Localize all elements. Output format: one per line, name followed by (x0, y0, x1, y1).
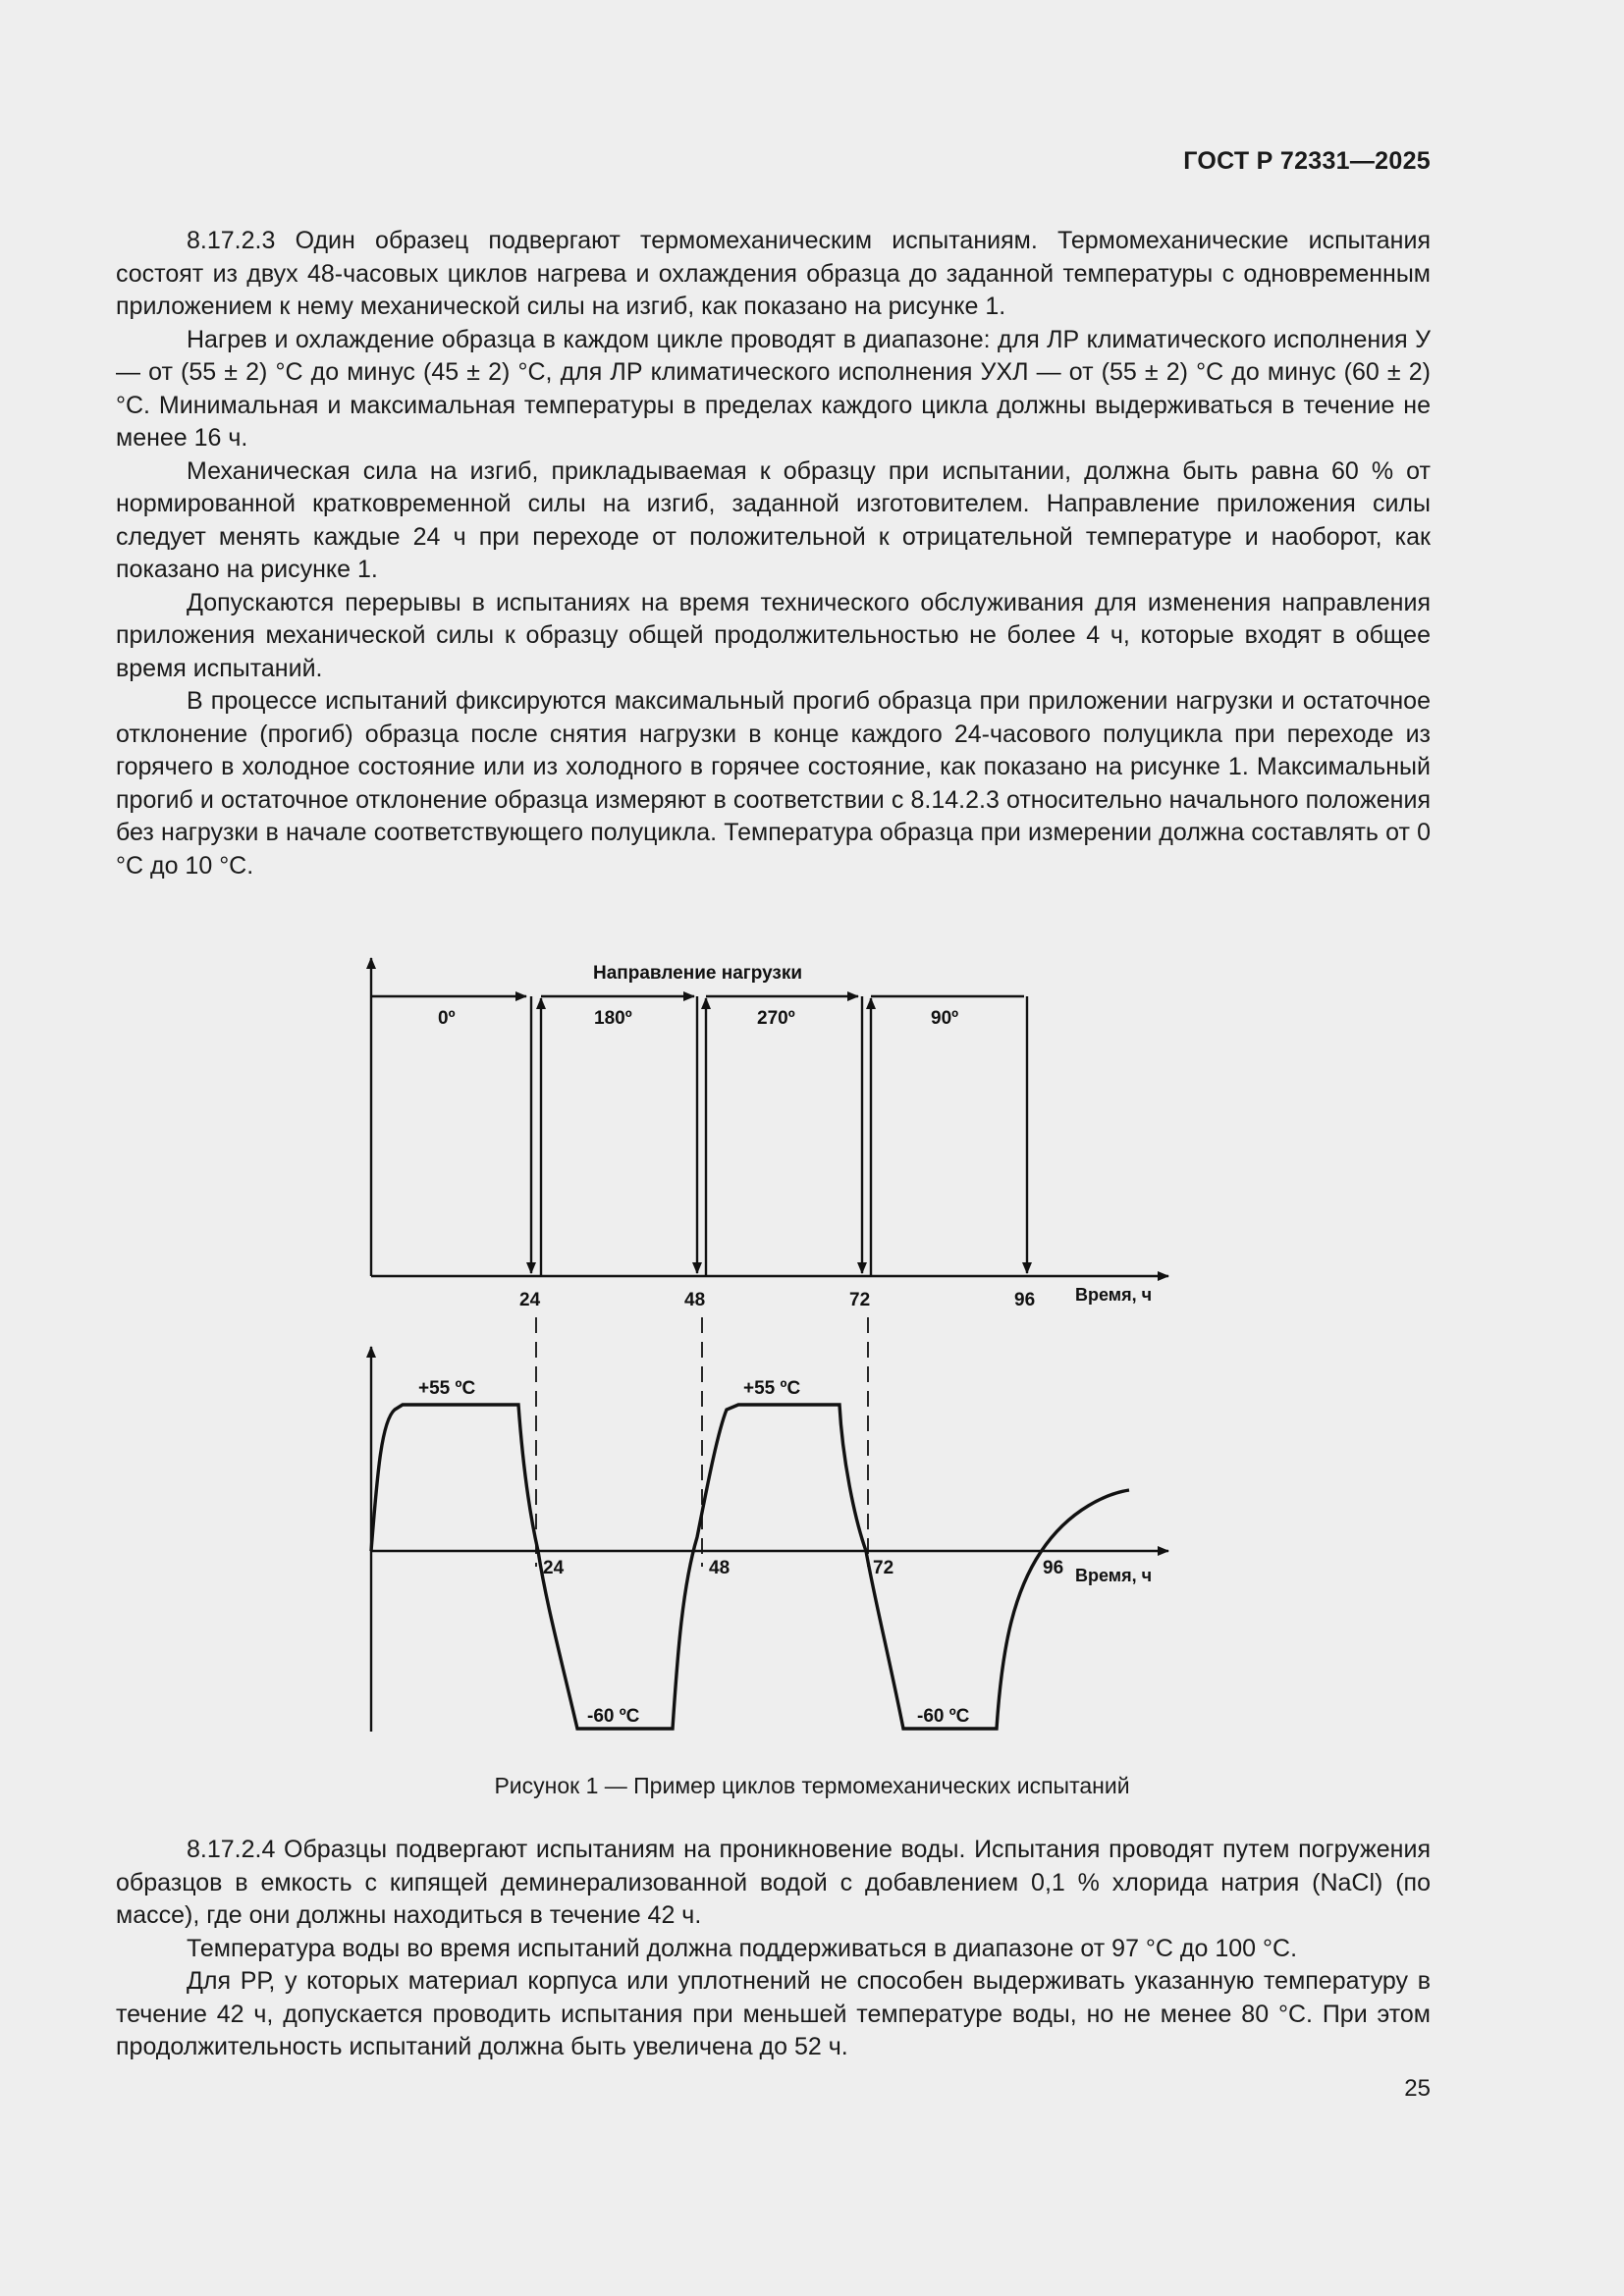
segment-label-270: 270º (757, 1008, 795, 1029)
cold-label-2: -60 ºС (917, 1706, 970, 1727)
paragraph: Механическая сила на изгиб, прикладываемая к образцу при испытании, должна быть равна 60 % от нормированной кратковременной силы на изгиб, заданной изготовителем. Направление приложения силы следует менять каждые 24 ч при переходе от положительной к отрицательной температуре и наоборот, как показано на рисунке 1. (116, 456, 1431, 583)
document-header: ГОСТ Р 72331—2025 (1183, 147, 1431, 175)
paragraph: В процессе испытаний фиксируются максимальный прогиб образца при приложении нагрузки и остаточное отклонение (прогиб) образца после снятия нагрузки в конце каждого 24-часового полуцикла при переходе из горячего в холодное состояние или из холодного в горячее состояние, как показано на рисунке 1. Максимальный прогиб и остаточное отклонение образца измеряют в соответствии с 8.14.2.3 относительно начального положения без нагрузки в начале соответствующего полуцикла. Температура образца при измерении должна составлять от 0 °С до 10 °С. (116, 687, 1431, 880)
segment-label-90: 90º (931, 1008, 959, 1029)
page-number: 25 (1404, 2075, 1431, 2102)
bottom-x-tick-24: 24 (543, 1558, 565, 1578)
top-x-tick-48: 48 (684, 1290, 706, 1310)
temperature-chart (371, 1347, 1168, 1732)
hot-label-2: +55 ºС (743, 1378, 801, 1399)
top-x-tick-96: 96 (1014, 1290, 1036, 1310)
figure-caption: Рисунок 1 — Пример циклов термомеханических испытаний (494, 1773, 1130, 1798)
paragraph: Допускаются перерывы в испытаниях на время технического обслуживания для изменения направления приложения механической силы к образцу общей продолжительностью не более 4 ч, которые входят в общее время испытаний. (116, 588, 1431, 682)
segment-label-0: 0º (438, 1008, 456, 1029)
paragraph: 8.17.2.4 Образцы подвергают испытаниям на проникновение воды. Испытания проводят путем погружения образцов в емкость с кипящей деминерализованной водой с добавлением 0,1 % хлорида натрия (NaCl) (по массе), где они должны находиться в течение 42 ч. (116, 1836, 1431, 1929)
section-8-17-2-4 (116, 1834, 1431, 2064)
paragraph: 8.17.2.3 Один образец подвергают термомеханическим испытаниям. Термомеханические испытания состоят из двух 48-часовых циклов нагрева и охлаждения образца до заданной температуры с одновременным приложением к нему механической силы на изгиб, как показано на рисунке 1. (116, 227, 1431, 320)
top-x-tick-24: 24 (519, 1290, 541, 1310)
bottom-x-tick-72: 72 (873, 1558, 894, 1578)
top-x-tick-72: 72 (849, 1290, 871, 1310)
bottom-x-tick-96: 96 (1043, 1558, 1064, 1578)
temperature-curve (371, 1405, 1129, 1729)
bottom-x-axis-label: Время, ч (1075, 1566, 1153, 1585)
segment-label-180: 180º (594, 1008, 632, 1029)
cold-label-1: -60 ºС (587, 1706, 640, 1727)
top-x-axis-label: Время, ч (1075, 1285, 1153, 1305)
bottom-x-tick-48: 48 (709, 1558, 731, 1578)
paragraph: Нагрев и охлаждение образца в каждом цикле проводят в диапазоне: для ЛР климатического исполнения У — от (55 ± 2) °С до минус (45 ± 2) °С, для ЛР климатического исполнения УХЛ — от (55 ± 2) °С до минус (60 ± 2) °С. Минимальная и максимальная температуры в пределах каждого цикла должны выдерживаться в течение не менее 16 ч. (116, 325, 1431, 452)
figure-1 (353, 948, 1178, 1734)
top-chart-title: Направление нагрузки (593, 963, 803, 984)
paragraph: Для РР, у которых материал корпуса или уплотнений не способен выдерживать указанную температуру в течение 42 ч, допускается проводить испытания при меньшей температуре воды, но не менее 80 °С. При этом продолжительность испытаний должна быть увеличена до 52 ч. (116, 1967, 1431, 2060)
paragraph: Температура воды во время испытаний должна поддерживаться в диапазоне от 97 °С до 100 °С. (187, 1934, 1298, 1962)
time-guides (536, 1317, 868, 1567)
section-8-17-2-3 (116, 225, 1431, 882)
hot-label-1: +55 ºС (418, 1378, 476, 1399)
thermomechanical-cycles-diagram (353, 948, 1178, 1734)
load-direction-chart (371, 958, 1168, 1276)
